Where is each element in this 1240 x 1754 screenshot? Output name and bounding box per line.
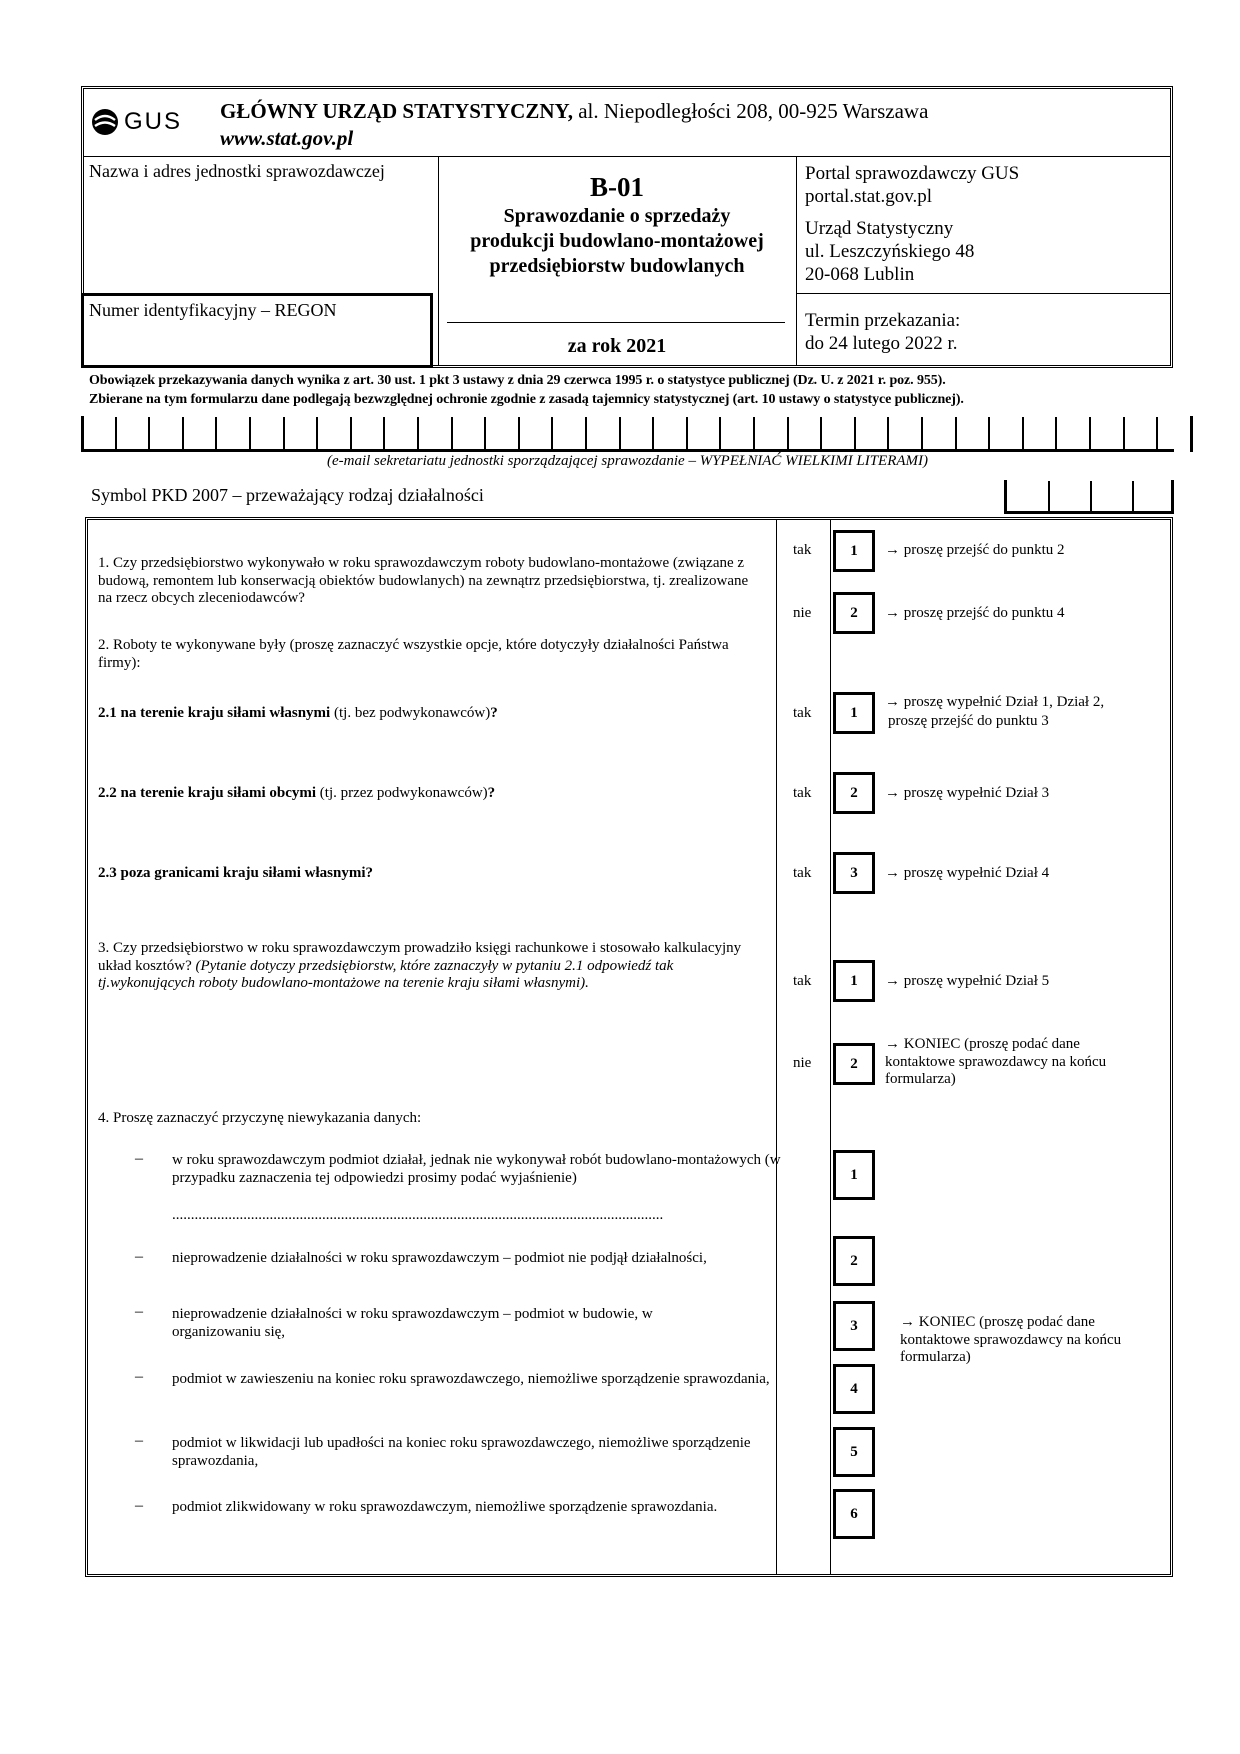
q3-yes-note: → proszę wypełnić Dział 5: [885, 973, 1050, 989]
q2-1-end: ?: [490, 705, 498, 721]
q2-2-text: [98, 785, 495, 802]
form-title-1: Sprawozdanie o sprzedaży: [503, 205, 731, 227]
portal-link[interactable]: portal.stat.gov.pl: [805, 186, 932, 207]
q2-3-checkbox[interactable]: 3: [833, 852, 875, 894]
pkd-baseline: [1004, 511, 1174, 514]
questions-col-1: [776, 520, 777, 1574]
form-title-3: przedsiębiorstw budowlanych: [489, 255, 745, 277]
q2-2-end: ?: [487, 785, 496, 801]
email-cell-sep: [787, 417, 789, 450]
email-cell-sep: [350, 417, 352, 450]
email-cell-sep: [551, 417, 553, 450]
q4-reason-6-text: podmiot zlikwidowany w roku sprawozdawczym, niemożliwe sporządzenie sprawozdania.: [172, 1499, 718, 1515]
email-baseline: [81, 449, 1174, 452]
office-2: ul. Leszczyńskiego 48: [805, 241, 975, 262]
form-year: za rok 2021: [567, 335, 667, 357]
q4-text: 4. Proszę zaznaczyć przyczynę niewykazania danych:: [98, 1110, 422, 1126]
q3-text-plain: 3. Czy przedsiębiorstwo w roku sprawozdawczym prowadziło księgi rachunkowe i stosowało kalkulacyjny układ kosztów?: [98, 940, 742, 974]
q2-2-rest: (tj. przez podwykonawców): [316, 785, 488, 801]
q4-reason-3-checkbox[interactable]: 3: [833, 1301, 875, 1351]
email-cell-sep: [182, 417, 184, 450]
q3-no-note: → KONIEC (proszę podać dane kontaktowe sprawozdawcy na końcu formularza): [885, 1036, 1107, 1088]
pkd-cell-edge: [1171, 480, 1174, 514]
email-cell-sep: [383, 417, 385, 450]
q3-yes-label: tak: [793, 973, 812, 989]
q3-text: [98, 940, 760, 993]
q1-no-label: nie: [793, 605, 812, 621]
website-link[interactable]: www.stat.gov.pl: [220, 126, 354, 150]
email-cell-sep: [316, 417, 318, 450]
email-cell-sep: [955, 417, 957, 450]
email-cell-sep: [484, 417, 486, 450]
q4-reason-4-dash: –: [135, 1368, 143, 1385]
email-cell-sep: [719, 417, 721, 450]
q4-reason-5-text: podmiot w likwidacji lub upadłości na koniec roku sprawozdawczego, niemożliwe sporządzenie sprawozdania,: [172, 1435, 751, 1469]
email-cell-edge: [81, 416, 84, 452]
q2-2-bold: 2.2 na terenie kraju siłami obcymi: [98, 785, 317, 801]
email-cell-sep: [417, 417, 419, 450]
q4-reason-5-checkbox[interactable]: 5: [833, 1427, 875, 1477]
q2-3-note: → proszę wypełnić Dział 4: [885, 865, 1050, 881]
pkd-cell-sep: [1132, 481, 1134, 514]
email-cell-sep: [148, 417, 150, 450]
q2-1-checkbox[interactable]: 1: [833, 692, 875, 734]
q4-reason-4-checkbox[interactable]: 4: [833, 1364, 875, 1414]
q2-1-bold: 2.1 na terenie kraju siłami własnymi: [98, 705, 331, 721]
email-cell-sep: [1123, 417, 1125, 450]
office-address: al. Niepodległości 208, 00-925 Warszawa: [572, 99, 929, 123]
q4-reason-5-dash: –: [135, 1432, 143, 1449]
q1-yes-note: → proszę przejść do punktu 2: [885, 542, 1065, 558]
q3-text-italic: (Pytanie dotyczy przedsiębiorstw, które zaznaczyły w pytaniu 2.1 odpowiedź tak tj.wykonujących roboty budowlano-montażowe na terenie kraju siłami własnymi).: [98, 957, 674, 992]
questions-col-2: [830, 520, 831, 1574]
email-cell-sep: [451, 417, 453, 450]
q4-reason-1-text: w roku sprawozdawczym podmiot działał, jednak nie wykonywał robót budowlano-montażowych (w przypadku zaznaczenia tej odpowiedzi prosimy podać wyjaśnienie): [172, 1152, 781, 1186]
legal-line-2: Zbierane na tym formularzu dane podlegają bezwzględnej ochronie zgodnie z zasadą tajemnicy statystycznej (art. 10 ustawy o statystyce publicznej).: [89, 392, 964, 407]
q4-reason-3-text: nieprowadzenie działalności w roku sprawozdawczym – podmiot w budowie, w organizowaniu się,: [172, 1306, 653, 1340]
q1-no-note: → proszę przejść do punktu 4: [885, 605, 1065, 621]
q2-3-label: tak: [793, 865, 812, 881]
email-cell-sep: [283, 417, 285, 450]
email-caption: (e-mail sekretariatu jednostki sporządzającej sprawozdanie – WYPEŁNIAĆ WIELKIMI LITERAMI): [326, 453, 929, 469]
q2-2-note: → proszę wypełnić Dział 3: [885, 785, 1050, 801]
email-cell-sep: [753, 417, 755, 450]
email-cell-sep: [619, 417, 621, 450]
pkd-cell-sep: [1048, 481, 1050, 514]
email-cell-sep: [652, 417, 654, 450]
q4-reason-2-text: nieprowadzenie działalności w roku sprawozdawczym – podmiot nie podjął działalności,: [172, 1250, 707, 1266]
q2-1-text: [98, 705, 498, 722]
q1-no-checkbox[interactable]: 2: [833, 592, 875, 634]
q4-reason-1-dots[interactable]: ...................................................................................................................................: [172, 1207, 664, 1223]
q3-no-label: nie: [793, 1055, 812, 1071]
q2-1-note-2: proszę przejść do punktu 3: [888, 713, 1049, 729]
q2-2-checkbox[interactable]: 2: [833, 772, 875, 814]
q4-reason-6-dash: –: [135, 1497, 143, 1514]
deadline-value: do 24 lutego 2022 r.: [805, 333, 958, 354]
q1-yes-label: tak: [793, 542, 812, 558]
office-1: Urząd Statystyczny: [805, 218, 954, 239]
deadline-divider: [796, 293, 1170, 294]
email-input[interactable]: [81, 416, 1174, 452]
form-code: B-01: [590, 172, 644, 202]
regon-label: Numer identyfikacyjny – REGON: [89, 300, 337, 320]
q2-1-label: tak: [793, 705, 812, 721]
q4-reason-2-checkbox[interactable]: 2: [833, 1236, 875, 1286]
email-cell-sep: [215, 417, 217, 450]
pkd-input[interactable]: [1004, 480, 1174, 514]
q3-yes-checkbox[interactable]: 1: [833, 960, 875, 1002]
unit-name-label: Nazwa i adres jednostki sprawozdawczej: [89, 161, 385, 181]
deadline-label: Termin przekazania:: [805, 310, 961, 331]
portal-line-1: Portal sprawozdawczy GUS: [805, 163, 1020, 184]
q4-end-note: → KONIEC (proszę podać dane kontaktowe sprawozdawcy na końcu formularza): [900, 1314, 1122, 1366]
email-cell-edge: [1190, 416, 1193, 452]
email-cell-sep: [854, 417, 856, 450]
q2-1-note-1: → proszę wypełnić Dział 1, Dział 2,: [885, 694, 1105, 710]
office-line: [220, 99, 928, 124]
email-cell-sep: [921, 417, 923, 450]
office-name: GŁÓWNY URZĄD STATYSTYCZNY,: [220, 99, 573, 123]
form-title-2: produkcji budowlano-montażowej: [470, 230, 764, 252]
q3-no-checkbox[interactable]: 2: [833, 1043, 875, 1085]
email-cell-sep: [820, 417, 822, 450]
pkd-cell-edge: [1004, 480, 1007, 514]
email-cell-sep: [887, 417, 889, 450]
email-cell-sep: [1022, 417, 1024, 450]
q1-text: 1. Czy przedsiębiorstwo wykonywało w roku sprawozdawczym roboty budowlano-montażowe (związane z budową, remontem lub konserwacją obiektów budowlanych) na zewnątrz przedsiębiorstwa, tj. zrealizowane na rzecz obcych zleceniodawców?: [98, 555, 749, 607]
pkd-cell-sep: [1090, 481, 1092, 514]
q2-3-text: 2.3 poza granicami kraju siłami własnymi?: [98, 865, 374, 881]
q2-2-label: tak: [793, 785, 812, 801]
q4-reason-6-checkbox[interactable]: 6: [833, 1489, 875, 1539]
email-cell-sep: [249, 417, 251, 450]
email-cell-sep: [1089, 417, 1091, 450]
q1-yes-checkbox[interactable]: 1: [833, 530, 875, 572]
q2-1-rest: (tj. bez podwykonawców): [330, 705, 491, 721]
email-cell-sep: [518, 417, 520, 450]
gus-logo-icon: [90, 107, 120, 137]
email-cell-sep: [988, 417, 990, 450]
legal-line-1: Obowiązek przekazywania danych wynika z art. 30 ust. 1 pkt 3 ustawy z dnia 29 czerwca 1995 r. o statystyce publicznej (Dz. U. z 2021 r. poz. 955).: [89, 373, 946, 388]
q4-reason-3-dash: –: [135, 1303, 143, 1320]
email-cell-sep: [115, 417, 117, 450]
header-divider: [84, 156, 1170, 157]
q4-reason-4-text: podmiot w zawieszeniu na koniec roku sprawozdawczego, niemożliwe sporządzenie sprawozdania,: [172, 1371, 770, 1387]
q2-text: 2. Roboty te wykonywane były (proszę zaznaczyć wszystkie opcje, które dotyczyły działalności Państwa firmy):: [98, 637, 729, 671]
email-cell-sep: [1055, 417, 1057, 450]
office-3: 20-068 Lublin: [805, 264, 915, 285]
email-cell-sep: [686, 417, 688, 450]
email-cell-sep: [585, 417, 587, 450]
year-divider: [447, 322, 785, 323]
q4-reason-1-checkbox[interactable]: 1: [833, 1150, 875, 1200]
col-divider-right: [796, 156, 797, 365]
q4-reason-1-dash: –: [135, 1150, 143, 1167]
email-cell-sep: [1156, 417, 1158, 450]
logo-text: GUS: [124, 108, 183, 135]
pkd-label: Symbol PKD 2007 – przeważający rodzaj działalności: [91, 485, 484, 505]
q4-reason-2-dash: –: [135, 1248, 143, 1265]
